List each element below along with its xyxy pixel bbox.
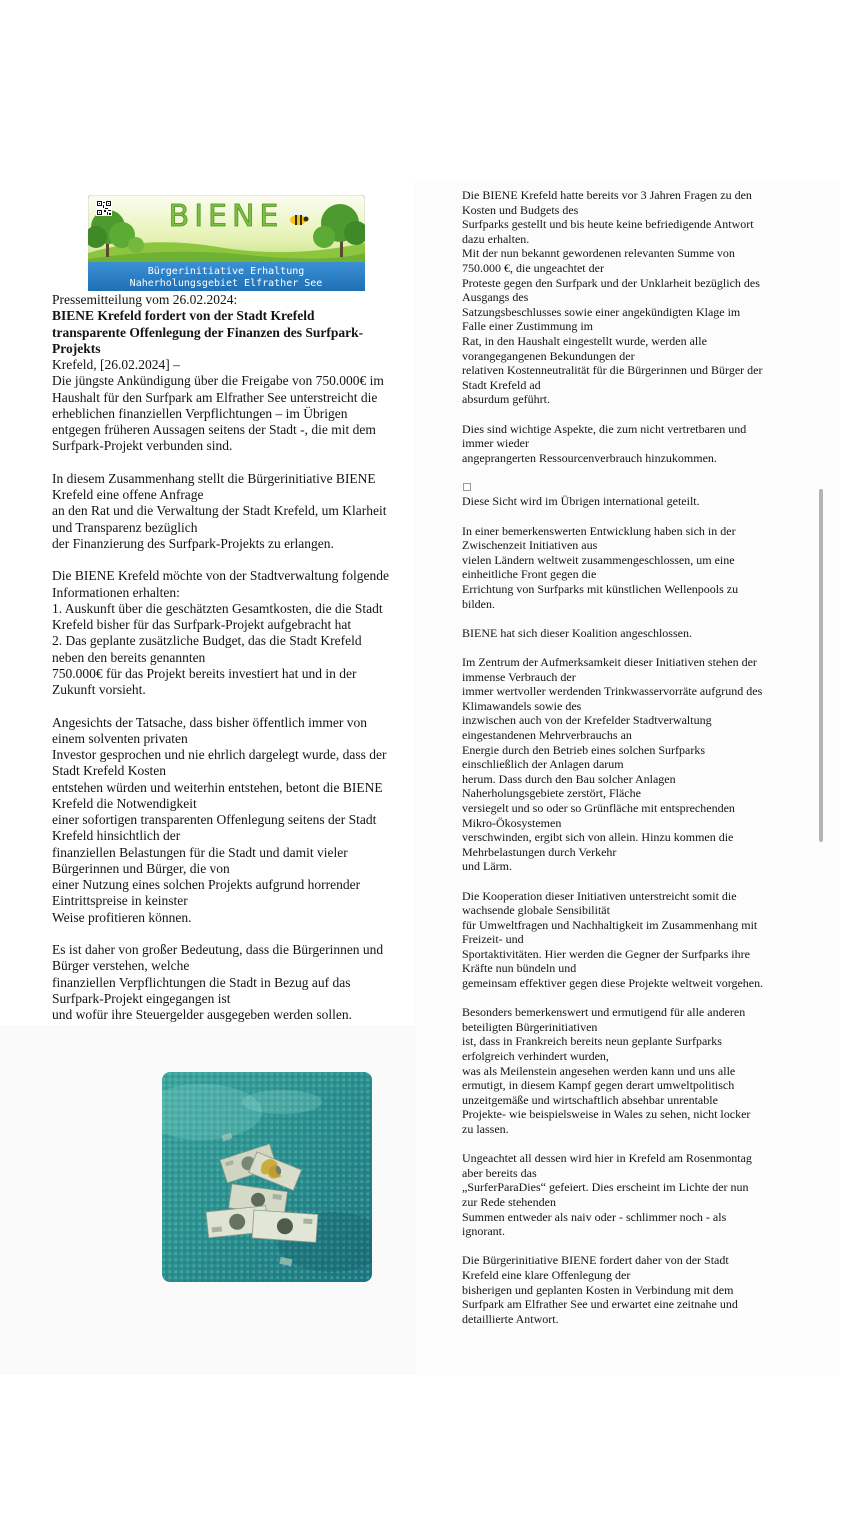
text-line: herum. Dass durch den Bau solcher Anlagen	[462, 771, 676, 786]
text-line: Bürger verstehen, welche	[52, 958, 190, 974]
text-line: der Finanzierung des Surfpark-Projekts zu erlangen.	[52, 535, 334, 551]
press-release-dateline: Pressemitteilung vom 26.02.2024:	[52, 292, 238, 307]
text-line: Mit der nun bekannt gewordenen relevanten Summe von	[462, 246, 735, 261]
text-line: unzeitgemäße und wirtschaftlich absehbar unrentable	[462, 1092, 718, 1107]
paragraph	[462, 889, 822, 991]
text-line: In einer bemerkenswerten Entwicklung haben sich in der	[462, 523, 736, 538]
text-line: erheblichen finanziellen Verpflichtungen – im Übrigen	[52, 405, 348, 421]
text-line: Falle einer Zustimmung im	[462, 319, 593, 334]
text-line: Die BIENE Krefeld hatte bereits vor 3 Jahren Fragen zu den	[462, 188, 752, 202]
right-body-lower	[462, 494, 822, 1326]
press-release-headline	[52, 308, 412, 357]
paragraph	[52, 471, 412, 552]
paragraph	[52, 942, 412, 1023]
text-line: entgegen früheren Aussagen seitens der Stadt -, die mit dem	[52, 422, 376, 437]
text-line: Stadt Krefeld Kosten	[52, 763, 166, 779]
text-line: Energie durch den Betrieb eines solchen Surfparks	[462, 742, 706, 757]
text-line: 750.000 €, die ungeachtet der	[462, 260, 604, 275]
text-line: Klimawandels sowie des	[462, 698, 582, 713]
paragraph	[462, 494, 822, 509]
text-line: finanziellen Belastungen für die Stadt und damit vieler	[52, 844, 348, 860]
paragraph	[462, 188, 822, 407]
text-line: Es ist daher von großer Bedeutung, dass die Bürgerinnen und	[52, 942, 384, 957]
text-line: Die BIENE Krefeld möchte von der Stadtverwaltung folgende	[52, 568, 390, 584]
text-line: und Transparenz bezüglich	[52, 519, 198, 535]
text-line: immer wertvoller werdenden Trinkwasservorräte aufgrund des	[462, 684, 763, 699]
left-column	[52, 292, 412, 1040]
text-line: Krefeld die Notwendigkeit	[52, 795, 197, 811]
paragraph	[52, 568, 412, 698]
text-line: einer sofortigen transparenten Offenlegung seitens der Stadt	[52, 812, 377, 827]
text-line: Haushalt für den Surfpark am Elfrather See unterstreicht die	[52, 389, 378, 405]
text-line: Angesichts der Tatsache, dass bisher öffentlich immer von	[52, 714, 367, 730]
text-line: einheitliche Front gegen die	[462, 567, 597, 582]
text-line: Surfparks gestellt und bis heute keine befriedigende Antwort	[462, 217, 754, 232]
text-line: absurdum geführt.	[462, 392, 550, 407]
text-line: Sportaktivitäten. Hier werden die Gegner der Surfparks ihre	[462, 946, 750, 961]
text-line: Krefeld bisher für das Surfpark-Projekt aufgebracht hat	[52, 617, 352, 632]
text-line: Diese Sicht wird im Übrigen international geteilt.	[462, 494, 700, 509]
text-line: entstehen würden und weiterhin entstehen, betont die BIENE	[52, 779, 383, 795]
text-line: Kosten und Budgets des	[462, 202, 579, 217]
logo-subtitle-line1: Bürgerinitiative Erhaltung	[147, 266, 305, 277]
paragraph	[462, 1005, 822, 1136]
text-line: gemeinsam effektiver gegen diese Projekte weltweit vorgehen.	[462, 976, 764, 991]
text-line: Informationen erhalten:	[52, 584, 180, 600]
text-line: finanziellen Verpflichtungen die Stadt in Bezug auf das	[52, 974, 351, 990]
text-line: bilden.	[462, 596, 495, 611]
text-line: Eintrittspreise in keinster	[52, 893, 188, 909]
logo-subtitle-line2: Naherholungsgebiet Elfrather See	[129, 278, 323, 289]
text-line: Die Bürgerinitiative BIENE fordert daher von der Stadt	[462, 1253, 729, 1268]
text-line: bisherigen und geplanten Kosten in Verbindung mit dem	[462, 1282, 734, 1297]
text-line: 750.000€ für das Projekt bereits investiert hat und in der	[52, 665, 357, 681]
text-line: Errichtung von Surfparks mit künstlichen Wellenpools zu	[462, 582, 739, 597]
right-column	[462, 188, 822, 1341]
text-line: detaillierte Antwort.	[462, 1311, 559, 1326]
right-body-upper	[462, 188, 822, 465]
image-placeholder-row	[462, 480, 822, 495]
text-line: für Umweltfragen und Nachhaltigkeit im Zusammenhang mit	[462, 917, 758, 932]
text-line: Krefeld eine klare Offenlegung der	[462, 1267, 631, 1282]
text-line: Satzungsbeschlusses sowie einer angekündigten Klage im	[462, 304, 741, 319]
text-line: zu lassen.	[462, 1122, 509, 1136]
text-line: ermutigt, in diesem Kampf gegen derart umweltpolitisch	[462, 1078, 735, 1093]
text-line: eingestandenen Mehrverbrauchs an	[462, 727, 632, 742]
text-line: aber bereits das	[462, 1165, 537, 1180]
paragraph	[52, 715, 412, 926]
broken-image-icon	[463, 483, 471, 491]
text-line: „SurferParaDies“ gefeiert. Dies erscheint im Lichte der nun	[462, 1180, 749, 1195]
text-line: Weise profitieren können.	[52, 909, 192, 925]
text-line: BIENE hat sich dieser Koalition angeschlossen.	[462, 625, 692, 640]
text-line: Investor gesprochen und nie ehrlich dargelegt wurde, dass der	[52, 747, 387, 762]
text-line: Im Zentrum der Aufmerksamkeit dieser Initiativen stehen der	[462, 655, 757, 669]
headline-line: BIENE Krefeld fordert von der Stadt Krefeld	[52, 308, 315, 324]
text-line: Naherholungsgebiete zerstört, Fläche	[462, 786, 641, 801]
text-line: an den Rat und die Verwaltung der Stadt Krefeld, um Klarheit	[52, 503, 387, 519]
text-line: Kräfte nun bündeln und	[462, 961, 577, 976]
text-line: einschließlich der Anlagen darum	[462, 757, 624, 772]
text-line: Surfpark-Projekt eingegangen ist	[52, 990, 231, 1006]
text-line: einer Nutzung eines solchen Projekts aufgrund horrender	[52, 877, 361, 892]
text-line: Zukunft vorsieht.	[52, 682, 146, 697]
text-line: vielen Ländern weltweit zusammengeschlossen, um eine	[462, 552, 735, 567]
text-line: Projekte- wie beispielsweise in Wales zu sehen, nicht locker	[462, 1107, 751, 1122]
text-line: ist, dass in Frankreich bereits neun geplante Surfparks	[462, 1034, 722, 1049]
biene-logo	[88, 195, 365, 291]
text-line: Freizeit- und	[462, 932, 524, 947]
text-line: Zwischenzeit Initiativen aus	[462, 538, 598, 553]
qr-code-icon	[96, 200, 112, 216]
text-line: versiegelt und so oder so Grünfläche mit entsprechenden	[462, 800, 735, 815]
text-line: neben den bereits genannten	[52, 649, 206, 665]
text-line: erfolgreich verhindert wurden,	[462, 1049, 609, 1064]
text-line: einem solventen privaten	[52, 730, 188, 746]
text-line: Surfpark-Projekt verbunden sind.	[52, 438, 233, 454]
text-line: Krefeld hinsichtlich der	[52, 828, 181, 844]
text-line: Dies sind wichtige Aspekte, die zum nicht vertretbaren und	[462, 421, 747, 436]
text-line: 2. Das geplante zusätzliche Budget, das die Stadt Krefeld	[52, 633, 362, 649]
paragraph	[462, 422, 822, 466]
paragraph	[52, 357, 412, 455]
text-line: Mehrbelastungen durch Verkehr	[462, 844, 617, 859]
text-line: Ausgangs des	[462, 290, 529, 305]
paragraph	[462, 626, 822, 641]
text-line: immense Verbrauch der	[462, 669, 576, 684]
text-line: was als Meilenstein angesehen werden kann und uns alle	[462, 1063, 736, 1078]
text-line: In diesem Zusammenhang stellt die Bürgerinitiative BIENE	[52, 470, 376, 486]
text-line: Krefeld eine offene Anfrage	[52, 487, 204, 502]
text-line: Summen entweder als naiv oder - schlimmer noch - als	[462, 1209, 727, 1224]
paragraph	[462, 1151, 822, 1239]
paragraph	[462, 1253, 822, 1326]
headline-line: Projekts	[52, 340, 101, 356]
text-line: 1. Auskunft über die geschätzten Gesamtkosten, die die Stadt	[52, 600, 383, 616]
text-line: beteiligten Bürgerinitiativen	[462, 1019, 598, 1034]
logo-title: BIENE	[168, 199, 284, 234]
text-line: Die jüngste Ankündigung über die Freigabe von 750.000€ im	[52, 373, 384, 389]
text-line: zur Rede stehenden	[462, 1194, 556, 1209]
text-line: Mikro-Ökosystemen	[462, 815, 562, 830]
text-line: relativen Kostenneutralität für die Bürgerinnen und Bürger der	[462, 363, 763, 378]
text-line: Besonders bemerkenswert und ermutigend für alle anderen	[462, 1005, 746, 1020]
text-line: immer wieder	[462, 436, 529, 451]
scrollbar-thumb[interactable]	[819, 489, 823, 842]
text-line: und Lärm.	[462, 859, 512, 874]
pool-money-photo	[162, 1072, 372, 1282]
text-line: Die Kooperation dieser Initiativen unterstreicht somit die	[462, 888, 737, 903]
paragraph	[462, 524, 822, 612]
text-line: und wofür ihre Steuergelder ausgegeben werden sollen.	[52, 1007, 353, 1022]
text-line: Rat, in den Haushalt eingestellt wurde, werden alle	[462, 333, 707, 348]
text-line: wachsende globale Sensibilität	[462, 903, 610, 918]
text-line: Krefeld, [26.02.2024] –	[52, 357, 180, 372]
text-line: dazu erhalten.	[462, 231, 530, 246]
text-line: Surfpark am Elfrather See und erwartet eine zeitnahe und	[462, 1297, 738, 1312]
text-line: angeprangerten Ressourcenverbrauch hinzukommen.	[462, 450, 717, 465]
headline-line: transparente Offenlegung der Finanzen des Surfpark-	[52, 324, 364, 340]
text-line: Ungeachtet all dessen wird hier in Krefeld am Rosenmontag	[462, 1151, 752, 1166]
paragraph	[462, 655, 822, 874]
text-line: Stadt Krefeld ad	[462, 377, 541, 392]
text-line: ignorant.	[462, 1224, 505, 1239]
text-line: inzwischen auch von der Krefelder Stadtverwaltung	[462, 713, 712, 728]
left-body	[52, 357, 412, 1023]
text-line: Bürgerinnen und Bürger, die von	[52, 860, 230, 876]
text-line: verschwinden, ergibt sich von allein. Hinzu kommen die	[462, 830, 734, 845]
text-line: vorangegangenen Bekundungen der	[462, 348, 635, 363]
text-line: Proteste gegen den Surfpark und der Unklarheit bezüglich des	[462, 275, 760, 290]
